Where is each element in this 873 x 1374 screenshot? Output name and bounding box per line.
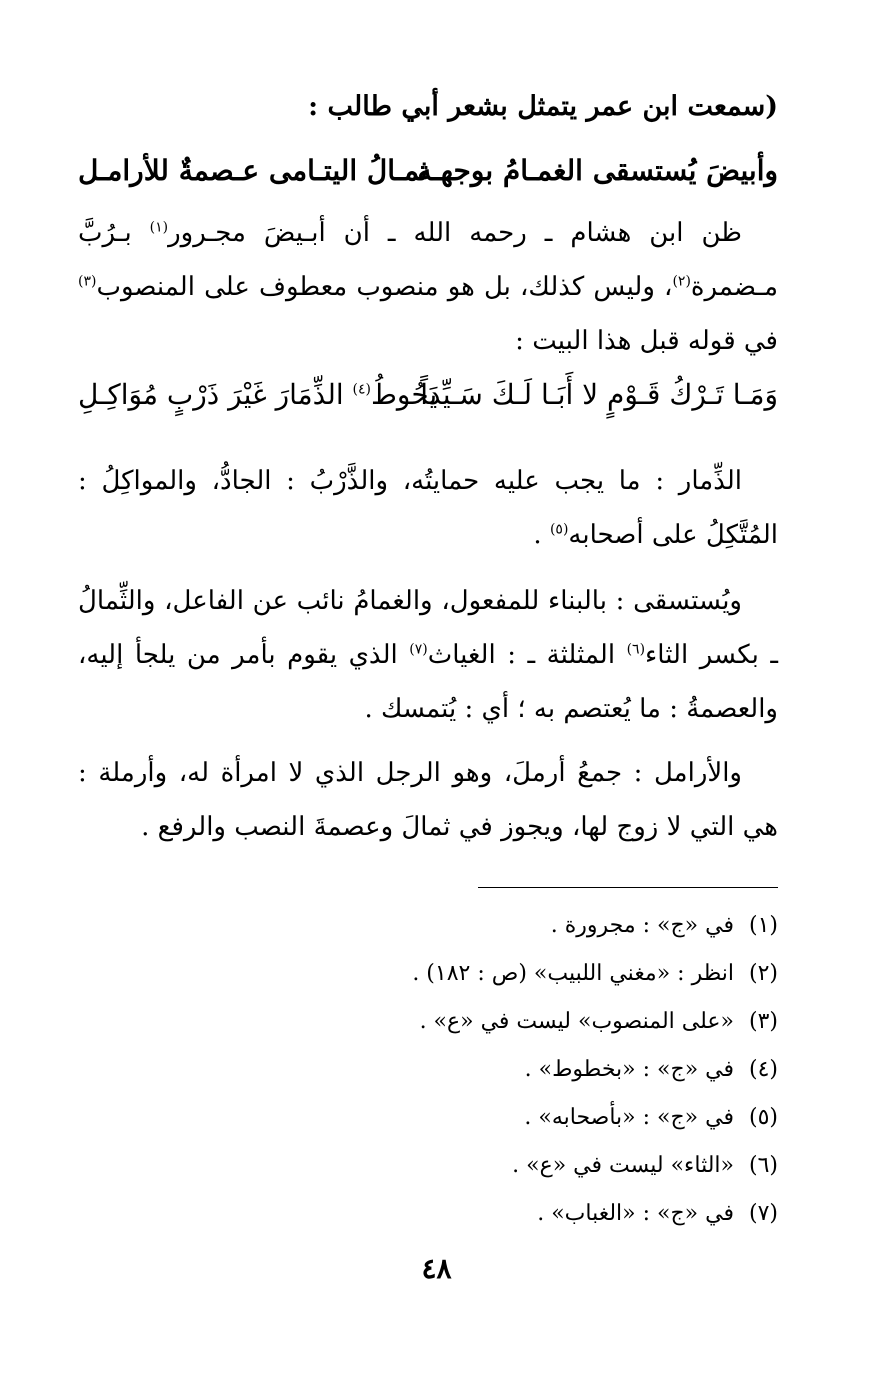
paragraph-ibn-hisham <box>78 206 778 368</box>
poem-verse-1 <box>78 146 778 196</box>
footnote-number: (٥) <box>748 1105 778 1130</box>
footnote-ref-2: (٢) <box>672 273 691 290</box>
footnote-text: «الثاء» ليست في «ع» . <box>512 1153 734 1178</box>
paragraph-arامل: والأرامل : جمعُ أرملَ، وهو الرجل الذي لا امرأة له، وأرملة : هي التي لا زوج لها، ويجوز في ثمالَ وعصمةَ النصب والرفع . <box>78 758 778 842</box>
verse-2-first-hemistich: وَمَـا تَـرْكُ قَـوْمٍ لا أَبَـا لَـكَ سَـيِّداً <box>420 378 778 411</box>
paragraph-text: ويُستسقى : بالبناء للمفعول، والغمامُ نائب عن الفاعل، والثِّمالُ ـ بكسر الثاء <box>78 586 778 670</box>
paragraph-grammar <box>78 574 778 736</box>
paragraph-text: بـرُبَّ مـضمرة <box>78 218 778 302</box>
poem-verse-2 <box>78 370 778 420</box>
footnote-ref-6: (٦) <box>626 641 646 658</box>
footnote-item <box>78 902 778 950</box>
paragraph-text: الذي يقوم بأمر من يلجأ إليه، والعصمةُ : ما يُعتصم به ؛ أي : يُتمسك . <box>78 640 778 724</box>
verse-1-second-hemistich: ثمـالُ اليتـامى عـصمةٌ للأرامـل <box>78 154 428 187</box>
footnote-item <box>78 1046 778 1094</box>
footnote-item <box>78 998 778 1046</box>
paragraph-vocabulary <box>78 454 778 562</box>
footnote-number: (١) <box>748 913 778 938</box>
footnote-text: «على المنصوب» ليست في «ع» . <box>419 1009 734 1034</box>
footnote-text: انظر : «مغني اللبيب» (ص : ١٨٢) . <box>412 961 734 986</box>
intro-heading: (سمعت ابن عمر يتمثل بشعر أبي طالب : <box>308 91 778 122</box>
footnote-ref-4: (٤) <box>352 381 371 398</box>
footnote-number: (٦) <box>748 1153 778 1178</box>
footnote-text: في «ج» : «الغباب» . <box>537 1201 734 1226</box>
footnote-ref-3: (٣) <box>78 273 97 290</box>
verse-2-second-hemistich <box>78 370 437 420</box>
footnotes-list <box>78 902 778 1238</box>
paragraph-text: في قوله قبل هذا البيت : <box>515 326 778 356</box>
paragraph-text: . <box>533 520 550 550</box>
footnote-ref-1: (١) <box>149 219 169 236</box>
footnote-number: (٣) <box>748 1009 778 1034</box>
footnote-number: (٧) <box>748 1201 778 1226</box>
footnote-ref-7: (٧) <box>409 641 428 658</box>
footnote-item <box>78 950 778 998</box>
paragraph-text: المثلثة ـ : الغياث <box>427 640 627 670</box>
verse-2-text: الذِّمَارَ غَيْرَ ذَرْبٍ مُوَاكِـلِ <box>78 378 353 411</box>
footnote-ref-5: (٥) <box>549 521 569 538</box>
verse-2-word: يَحُوطُ <box>371 378 438 411</box>
page-number: ٤٨ <box>421 1252 452 1285</box>
paragraph-text: ، وليس كذلك، بل هو منصوب معطوف على المنصوب <box>96 272 673 302</box>
footnote-item <box>78 1094 778 1142</box>
footnote-item <box>78 1142 778 1190</box>
footnote-item <box>78 1190 778 1238</box>
verse-1-first-hemistich: وأبيضَ يُستسقى الغمـامُ بوجهـه <box>417 154 778 187</box>
footnote-text: في «ج» : «بأصحابه» . <box>524 1105 734 1130</box>
footnote-text: في «ج» : «بخطوط» . <box>524 1057 734 1082</box>
paragraph-text: الذِّمار : ما يجب عليه حمايتُه، والذَّرْبُ : الجادُّ، والمواكِلُ : المُتَّكِلُ على أصحابه <box>78 466 778 550</box>
paragraph-text: ظن ابن هشام ـ رحمه الله ـ أن أبـيضَ مجـرور <box>168 218 742 248</box>
footnote-number: (٢) <box>748 961 778 986</box>
footnote-divider <box>478 887 778 888</box>
footnote-number: (٤) <box>748 1057 778 1082</box>
footnote-text: في «ج» : مجرورة . <box>550 913 734 938</box>
